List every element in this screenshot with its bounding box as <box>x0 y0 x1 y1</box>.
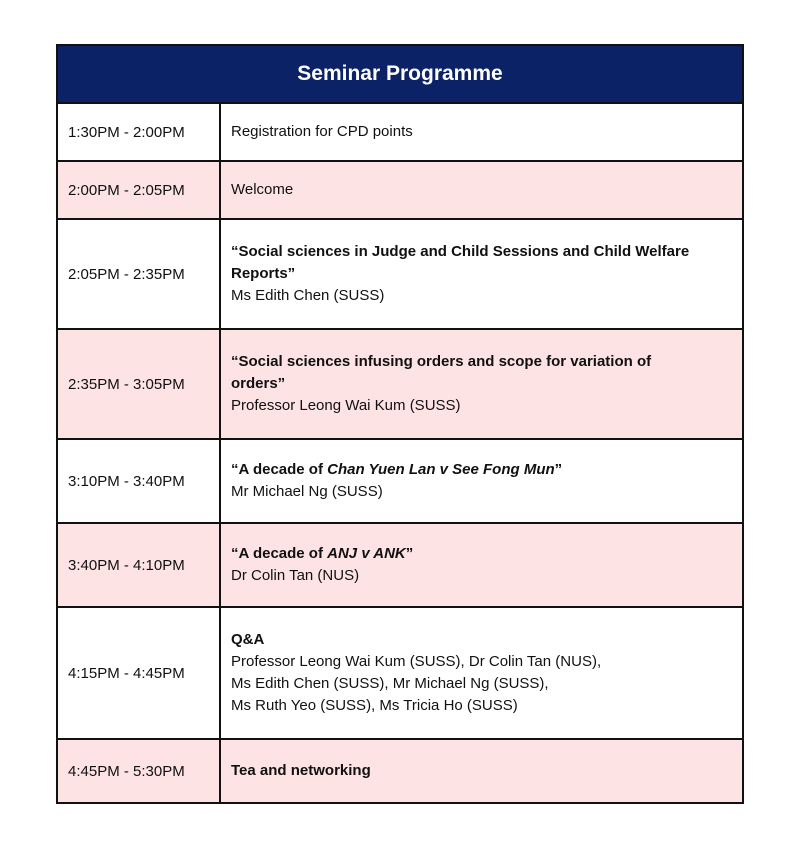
panel-speakers: Ms Ruth Yeo (SUSS), Ms Tricia Ho (SUSS) <box>231 697 518 714</box>
session-speaker: Professor Leong Wai Kum (SUSS) <box>231 397 461 414</box>
case-name: ANJ v ANK <box>327 545 406 562</box>
session-description <box>221 440 742 522</box>
panel-speakers: Ms Edith Chen (SUSS), Mr Michael Ng (SUSS), <box>231 675 549 692</box>
session-title-continued: Reports” <box>231 265 296 282</box>
table-title: Seminar Programme <box>297 62 503 85</box>
session-description <box>221 524 742 606</box>
table-header <box>58 46 742 104</box>
table-row <box>58 162 742 220</box>
session-description <box>221 220 742 328</box>
time-slot: 2:00PM - 2:05PM <box>58 162 221 218</box>
time-slot: 4:15PM - 4:45PM <box>58 608 221 738</box>
title-suffix: ” <box>554 461 563 478</box>
panel-speakers: Professor Leong Wai Kum (SUSS), Dr Colin Tan (NUS), <box>231 653 602 670</box>
table-row <box>58 440 742 524</box>
table-row <box>58 608 742 740</box>
time-slot: 4:45PM - 5:30PM <box>58 740 221 802</box>
session-title: Registration for CPD points <box>231 123 413 140</box>
title-suffix: ” <box>405 545 414 562</box>
session-title-continued: orders” <box>231 375 286 392</box>
session-title: Welcome <box>231 181 294 198</box>
session-title: “Social sciences in Judge and Child Sessions and Child Welfare <box>231 243 690 260</box>
time-slot: 3:10PM - 3:40PM <box>58 440 221 522</box>
session-speaker: Mr Michael Ng (SUSS) <box>231 483 383 500</box>
seminar-programme-table <box>56 44 744 804</box>
time-slot: 3:40PM - 4:10PM <box>58 524 221 606</box>
case-name: Chan Yuen Lan v See Fong Mun <box>327 461 555 478</box>
time-slot: 2:35PM - 3:05PM <box>58 330 221 438</box>
table-row <box>58 104 742 162</box>
table-row <box>58 220 742 330</box>
session-title: “Social sciences infusing orders and scope for variation of <box>231 353 652 370</box>
session-title: Q&A <box>231 631 265 648</box>
session-description <box>221 740 742 802</box>
session-title <box>231 543 730 565</box>
table-row <box>58 330 742 440</box>
session-description <box>221 608 742 738</box>
session-title <box>231 459 730 481</box>
table-row <box>58 740 742 802</box>
table-row <box>58 524 742 608</box>
time-slot: 2:05PM - 2:35PM <box>58 220 221 328</box>
title-prefix: “A decade of <box>231 461 328 478</box>
session-description <box>221 162 742 218</box>
session-speaker: Ms Edith Chen (SUSS) <box>231 287 385 304</box>
session-speaker: Dr Colin Tan (NUS) <box>231 567 360 584</box>
session-description <box>221 330 742 438</box>
session-description <box>221 104 742 160</box>
title-prefix: “A decade of <box>231 545 328 562</box>
session-title: Tea and networking <box>231 762 371 779</box>
time-slot: 1:30PM - 2:00PM <box>58 104 221 160</box>
